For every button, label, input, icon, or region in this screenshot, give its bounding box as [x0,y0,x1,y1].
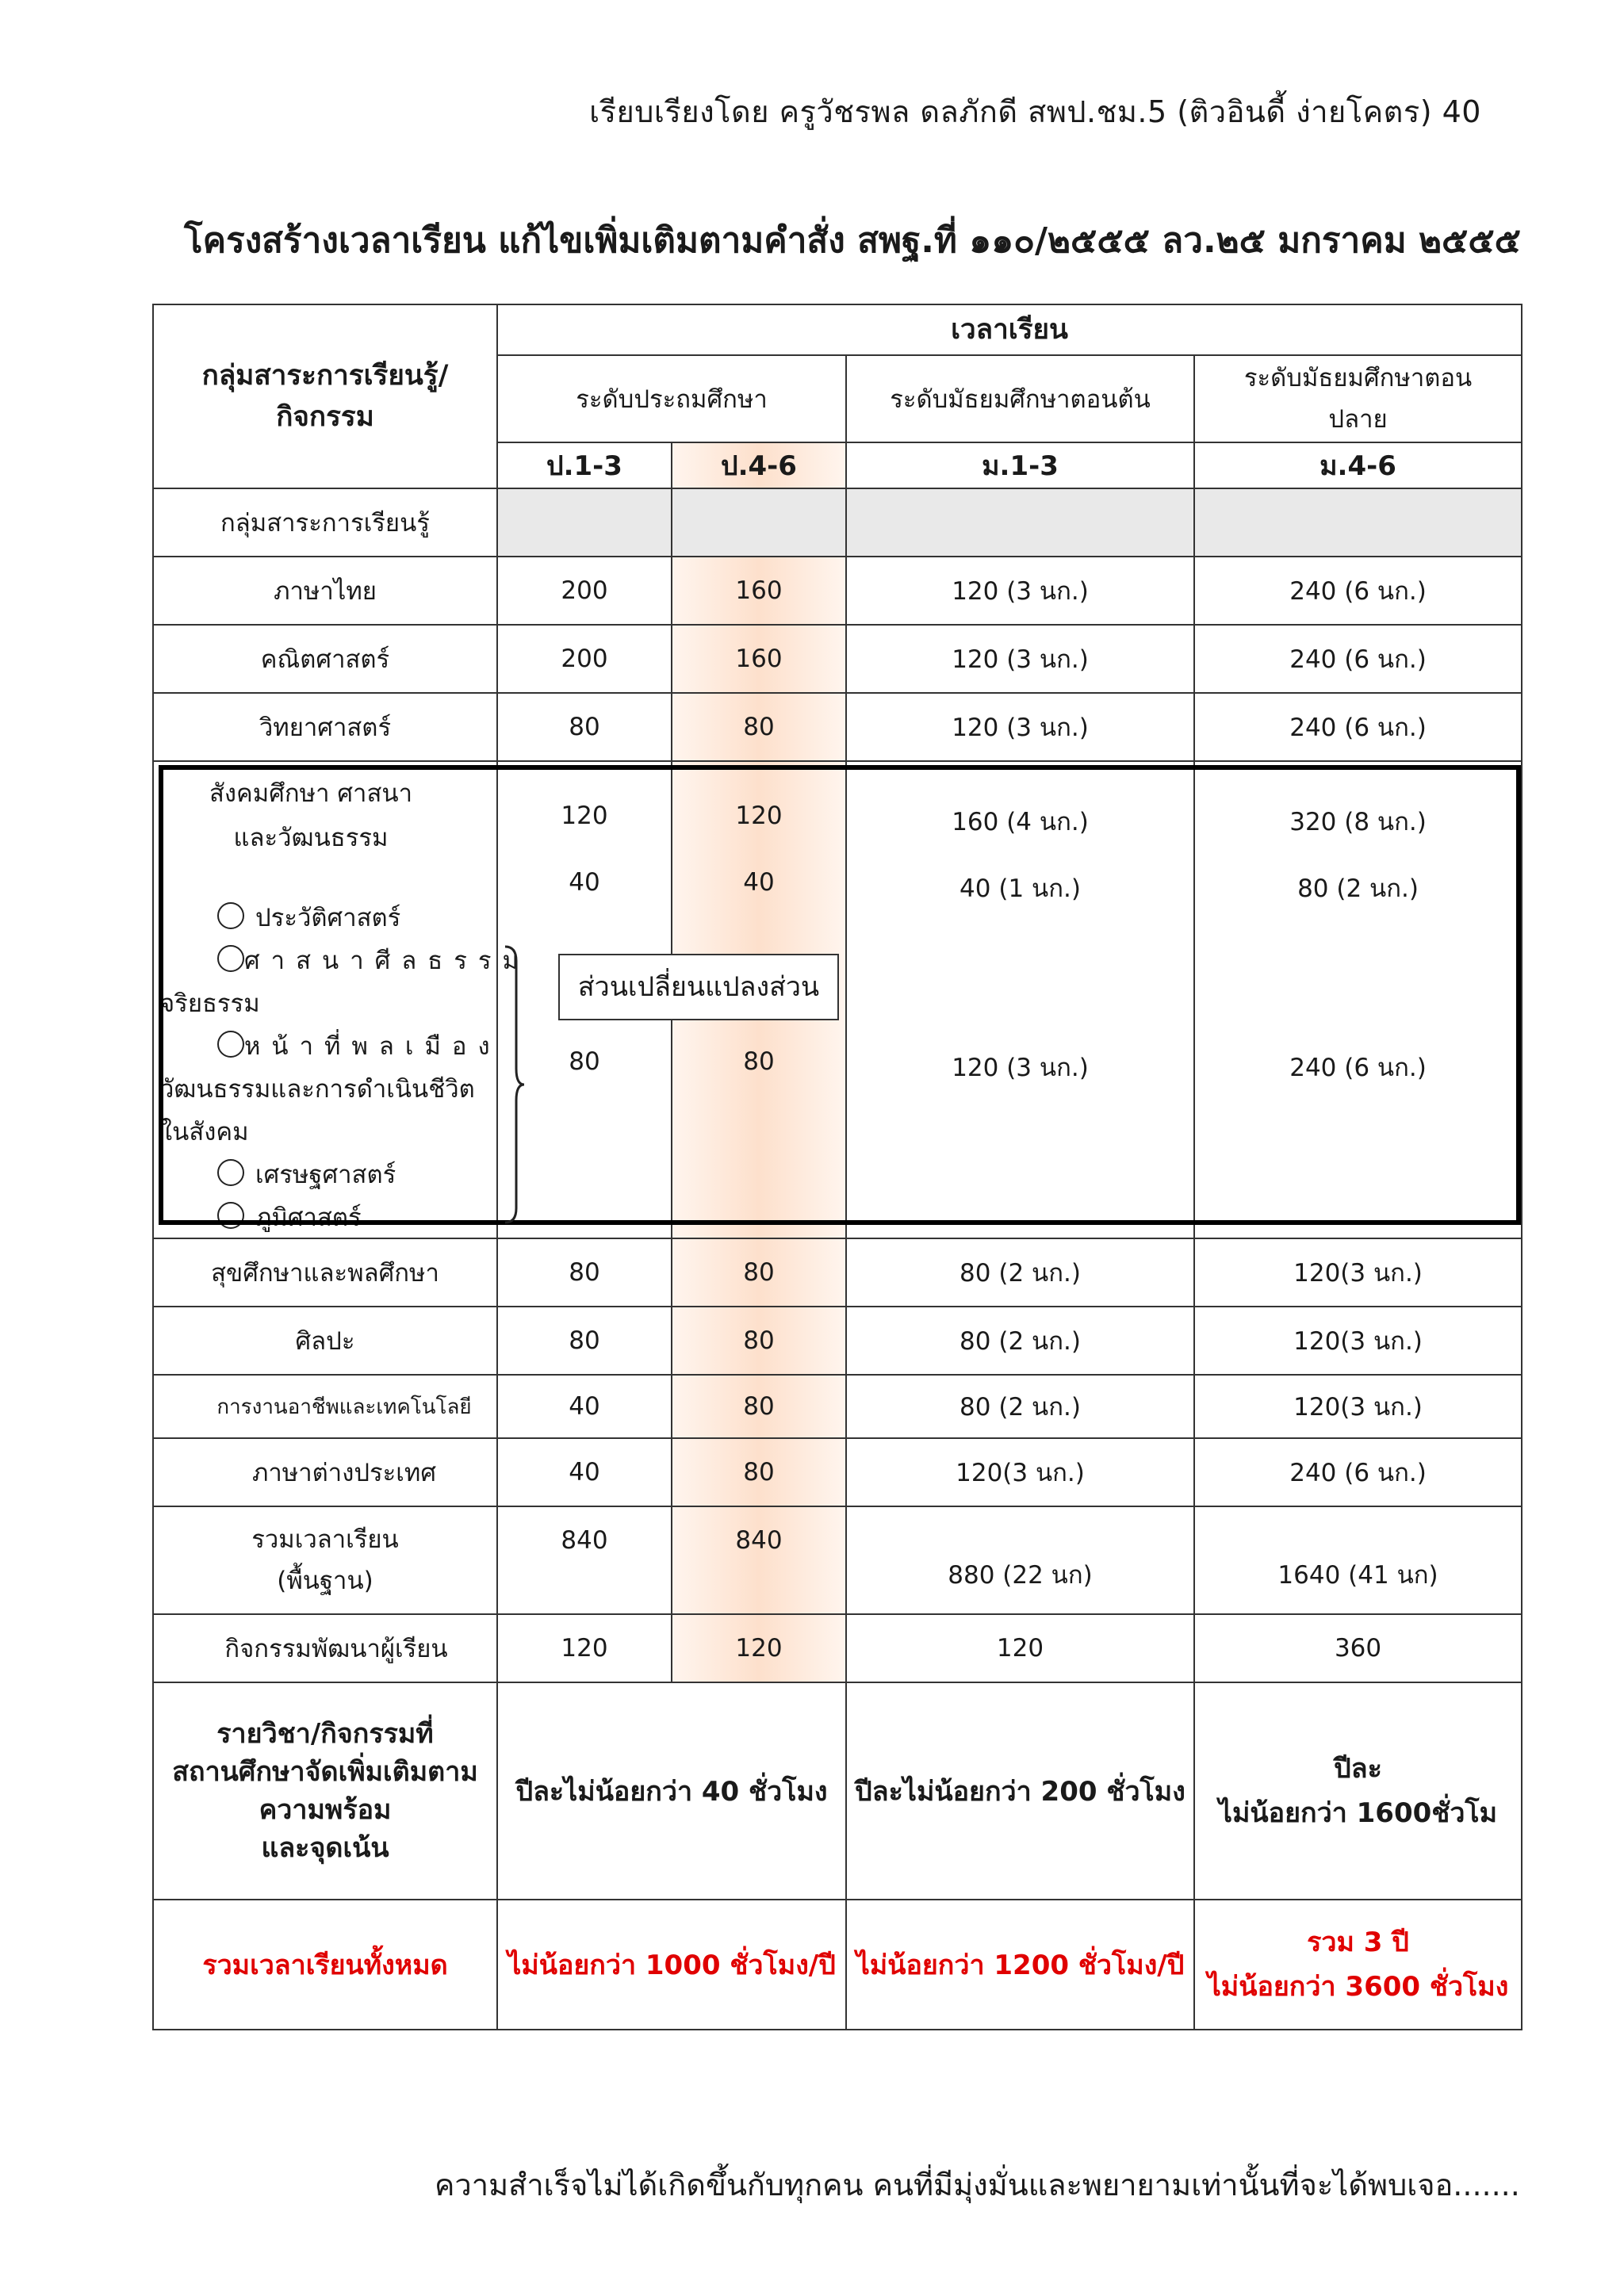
table-row [153,625,1522,693]
document-title: โครงสร้างเวลาเรียน แก้ไขเพิ่มเติมตามคำสั่ง สพฐ.ที่ ๑๑๐/๒๕๕๕ ลว.๒๕ มกราคม ๒๕๕๕ [184,220,1521,261]
section-fill [1194,488,1522,557]
economics-item [217,1154,396,1196]
subject-name: ภาษาไทย [153,557,497,625]
grand-total-upper-line2: ไม่น้อยกว่า 3600 ชั่วโมง [1207,1971,1509,2003]
civic-label-cont2: ในสังคม [160,1118,249,1146]
value-p13: 200 [497,557,672,625]
circle-bullet-icon [217,1202,244,1229]
section-fill [497,488,672,557]
value-m46: 120(3 นก.) [1194,1238,1522,1307]
basic-total-m46: 1640 (41 นก) [1194,1506,1522,1614]
table-row [153,1438,1522,1506]
social-studies-cell [153,761,530,1238]
circle-bullet-icon [217,1031,244,1058]
extra-row [153,1682,1522,1900]
col-p46-header: ป.4-6 [672,442,846,488]
curly-brace-icon [502,945,526,1224]
value-m13: 120 (3 นก.) [846,557,1194,625]
grand-total-label: รวมเวลาเรียนทั้งหมด [153,1900,497,2030]
section-fill [846,488,1194,557]
religion-item [217,939,530,982]
history-label: ประวัติศาสตร์ [255,904,401,932]
section-fill [672,488,846,557]
social-m46: 320 (8 นก.) [1289,808,1427,836]
value-p46: 80 [672,1438,846,1506]
circle-bullet-icon [217,945,244,972]
social-m13-cell [846,761,1194,1238]
upper-secondary-level-header [1194,355,1522,442]
table-row [153,1307,1522,1375]
extra-lower-secondary: ปีละไม่น้อยกว่า 200 ชั่วโมง [846,1682,1194,1900]
social-p46: 120 [735,802,783,830]
civic-label-cont: วัฒนธรรมและการดำเนินชีวิต [160,1075,475,1104]
basic-total-m13: 880 (22 นก) [846,1506,1194,1614]
activity-name: กิจกรรมพัฒนาผู้เรียน [153,1614,497,1682]
value-p13: 80 [497,693,672,761]
value-p13: 80 [497,1238,672,1307]
extra-upper-line1: ปีละ [1334,1753,1382,1785]
lower-secondary-level-header: ระดับมัธยมศึกษาตอนต้น [846,355,1194,442]
grand-total-row [153,1900,1522,2030]
value-p46: 80 [672,1238,846,1307]
activity-row [153,1614,1522,1682]
value-p13: 80 [497,1307,672,1375]
time-header-cell [497,304,1522,355]
grand-total-upper-line1: รวม 3 ปี [1307,1927,1409,1958]
activity-m46: 360 [1194,1614,1522,1682]
grand-total-lower-secondary: ไม่น้อยกว่า 1200 ชั่วโมง/ปี [846,1900,1194,2030]
section-label: กลุ่มสาระการเรียนรู้ [153,488,497,557]
group-header: กลุ่มสาระการเรียนรู้/ กิจกรรม [201,360,449,433]
history-item [217,897,400,939]
basic-total-p13: 840 [497,1506,672,1614]
extra-label [153,1682,497,1900]
civic-label: หน้าที่พลเมือง [244,1032,501,1061]
extra-upper-line2: ไม่น้อยกว่า 1600ชั่วโม [1218,1797,1498,1829]
geography-item [217,1196,362,1239]
subject-name: ภาษาต่างประเทศ [153,1438,497,1506]
history-m13: 40 (1 นก.) [959,874,1081,903]
social-title-line2: และวัฒนธรรม [233,824,389,852]
value-p46: 80 [672,693,846,761]
extra-line1: รายวิชา/กิจกรรมที่ [216,1718,434,1750]
value-p46: 160 [672,557,846,625]
social-m13: 160 (4 นก.) [952,808,1089,836]
time-header: เวลาเรียน [951,314,1068,346]
value-m46: 240 (6 นก.) [1194,625,1522,693]
primary-level-header: ระดับประถมศึกษา [497,355,846,442]
value-m46: 240 (6 นก.) [1194,1438,1522,1506]
value-m46: 240 (6 นก.) [1194,557,1522,625]
subject-name: ศิลปะ [153,1307,497,1375]
extra-line3: ความพร้อม [259,1794,392,1826]
value-m13: 80 (2 นก.) [846,1375,1194,1438]
time-structure-table [152,304,1522,2030]
subject-name: วิทยาศาสตร์ [153,693,497,761]
table-row [153,1238,1522,1307]
col-m13-header: ม.1-3 [846,442,1194,488]
col-m46-header: ม.4-6 [1194,442,1522,488]
value-p13: 200 [497,625,672,693]
value-m13: 120 (3 นก.) [846,693,1194,761]
basic-total-line1: รวมเวลาเรียน [251,1525,399,1554]
basic-total-p46: 840 [672,1506,846,1614]
activity-m13: 120 [846,1614,1194,1682]
social-studies-title [209,771,412,860]
circle-bullet-icon [217,1159,244,1186]
upper-secondary-level-label: ระดับมัธยมศึกษาตอนปลาย [1243,364,1473,434]
value-m13: 120 (3 นก.) [846,625,1194,693]
value-p46: 80 [672,1375,846,1438]
value-p13: 40 [497,1375,672,1438]
value-m46: 120(3 นก.) [1194,1307,1522,1375]
col-p13-header: ป.1-3 [497,442,672,488]
history-p13: 40 [569,868,600,897]
table-row [153,557,1522,625]
geography-label: ภูมิศาสตร์ [255,1203,362,1232]
value-m13: 80 (2 นก.) [846,1307,1194,1375]
subject-name: คณิตศาสตร์ [153,625,497,693]
value-p46: 80 [672,1307,846,1375]
basic-total-label [153,1506,497,1614]
extra-line2: สถานศึกษาจัดเพิ่มเติมตาม [172,1756,478,1788]
social-m46-cell [1194,761,1522,1238]
economics-label: เศรษฐศาสตร์ [255,1161,396,1189]
history-p46: 40 [743,868,775,897]
religion-label: ศาสนาศีลธรรม [244,947,530,975]
subject-name: สุขศึกษาและพลศึกษา [153,1238,497,1307]
value-p13: 40 [497,1438,672,1506]
value-m13: 80 (2 นก.) [846,1238,1194,1307]
social-title-line1: สังคมศึกษา ศาสนา [209,779,412,808]
civic-item [217,1025,501,1068]
extra-primary: ปีละไม่น้อยกว่า 40 ชั่วโมง [497,1682,846,1900]
basic-total-line2: (พื้นฐาน) [277,1567,373,1595]
group-p13: 80 [569,1047,600,1076]
value-m13: 120(3 นก.) [846,1438,1194,1506]
activity-p46: 120 [672,1614,846,1682]
group-header-cell [153,304,497,488]
religion-label-cont: จริยธรรม [160,989,260,1018]
value-p46: 160 [672,625,846,693]
group-m13: 120 (3 นก.) [952,1054,1089,1082]
value-m46: 120(3 นก.) [1194,1375,1522,1438]
page-header: เรียบเรียงโดย ครูวัชรพล ดลภักดี สพป.ชม.5 (ติวอินดี้ ง่ายโคตร) 40 [589,94,1481,129]
change-note-box: ส่วนเปลี่ยนแปลงส่วน [558,954,839,1020]
basic-total-row [153,1506,1522,1614]
social-p13: 120 [561,802,608,830]
grand-total-primary: ไม่น้อยกว่า 1000 ชั่วโมง/ปี [497,1900,846,2030]
grand-total-upper-secondary [1194,1900,1522,2030]
subject-name: การงานอาชีพและเทคโนโลยี [153,1375,497,1438]
activity-p13: 120 [497,1614,672,1682]
table-row [153,1375,1522,1438]
value-m46: 240 (6 นก.) [1194,693,1522,761]
extra-upper-secondary [1194,1682,1522,1900]
group-p46: 80 [743,1047,775,1076]
history-m46: 80 (2 นก.) [1297,874,1419,903]
circle-bullet-icon [217,902,244,929]
group-m46: 240 (6 นก.) [1289,1054,1427,1082]
table-row [153,693,1522,761]
extra-line4: และจุดเน้น [261,1832,389,1864]
footer-quote: ความสำเร็จไม่ได้เกิดขึ้นกับทุกคน คนที่มีมุ่งมั่นและพยายามเท่านั้นที่จะได้พบเจอ....... [435,2168,1520,2202]
